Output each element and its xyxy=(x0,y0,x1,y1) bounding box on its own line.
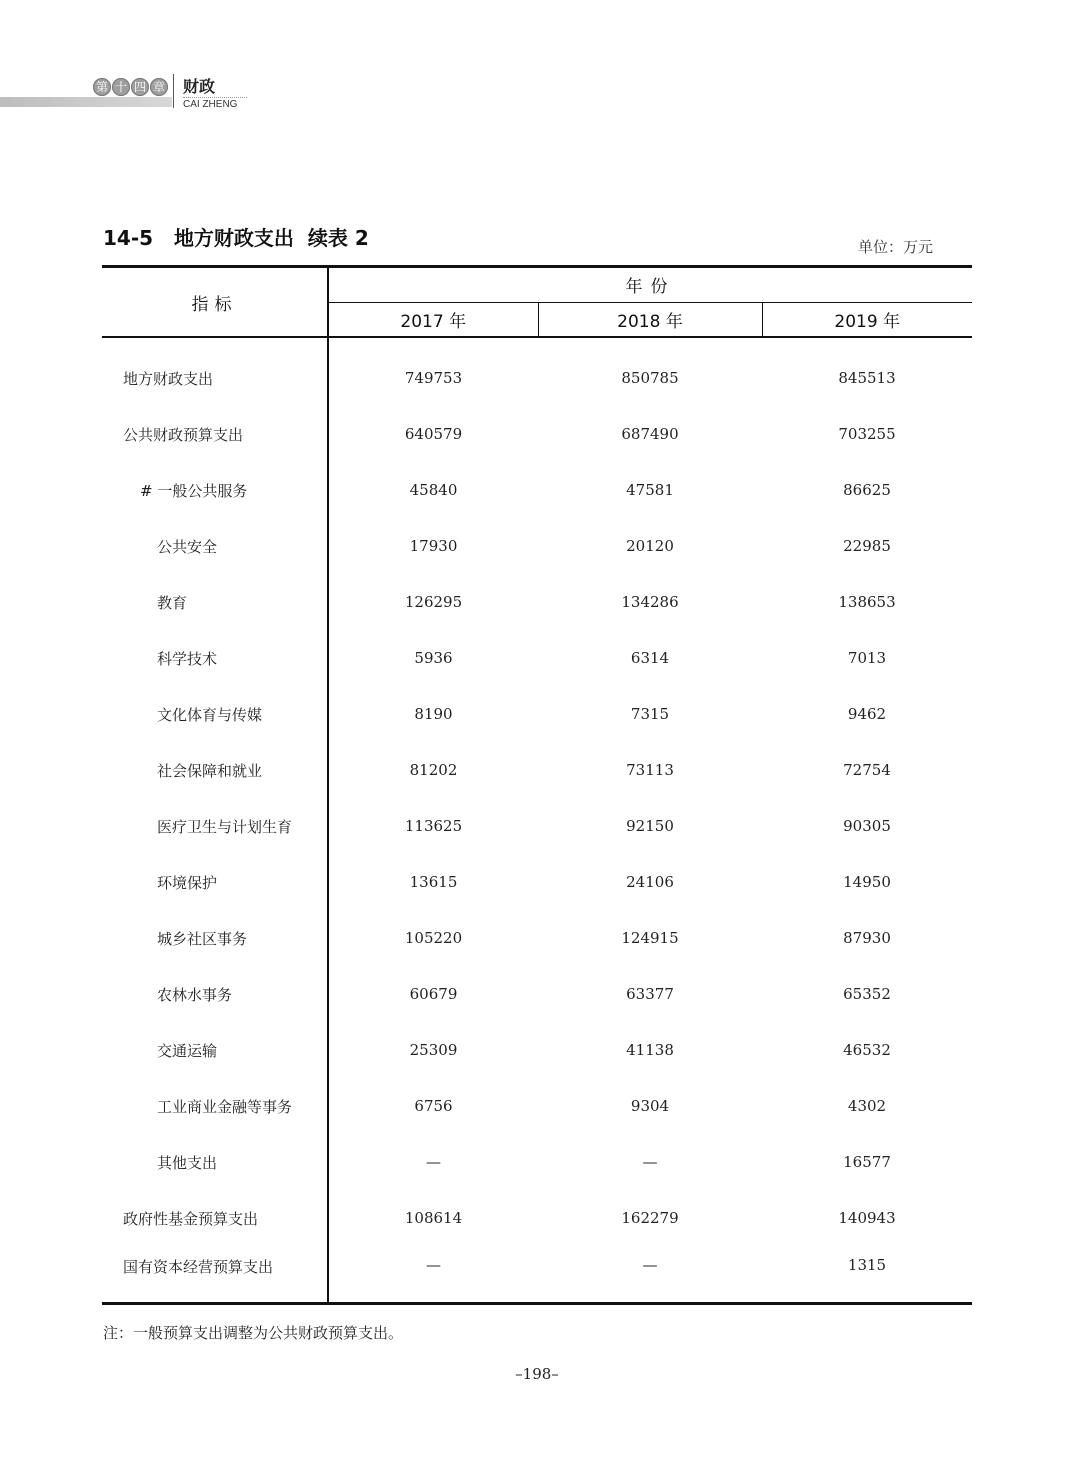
cell-value: 22985 xyxy=(843,537,891,555)
cell-value: 65352 xyxy=(843,985,891,1003)
cell-value: 108614 xyxy=(404,1209,463,1227)
cell-value: 16577 xyxy=(843,1153,891,1171)
table-row xyxy=(102,1078,972,1134)
table-row xyxy=(102,518,972,574)
year-header-2017: 2017 年 xyxy=(328,302,538,337)
cell-value: 850785 xyxy=(621,369,679,387)
row-label: 其他支出 xyxy=(102,1134,328,1190)
chapter-pinyin: CAI ZHENG xyxy=(183,97,247,110)
row-label: 公共安全 xyxy=(102,518,328,574)
row-label: 地方财政支出 xyxy=(102,337,328,406)
cell-value: 140943 xyxy=(838,1209,896,1227)
cell-value: 45840 xyxy=(409,481,458,499)
cell-value: — xyxy=(538,1246,762,1304)
cell-value: 9462 xyxy=(847,705,887,723)
cell-value: 90305 xyxy=(843,817,891,835)
row-label: 交通运输 xyxy=(102,1022,328,1078)
cell-value: 24106 xyxy=(626,873,674,891)
unit-label: 单位：万元 xyxy=(858,238,934,256)
year-header-2019: 2019 年 xyxy=(762,302,972,337)
cell-value: 72754 xyxy=(843,761,891,779)
chapter-char: 章 xyxy=(150,78,168,96)
table-row xyxy=(102,337,972,406)
row-label: 城乡社区事务 xyxy=(102,910,328,966)
row-label: 教育 xyxy=(102,574,328,630)
cell-value: 8190 xyxy=(414,705,453,723)
row-label: # 一般公共服务 xyxy=(102,462,328,518)
cell-value: 105220 xyxy=(404,929,463,947)
cell-value: 4302 xyxy=(847,1097,887,1115)
cell-value: 14950 xyxy=(843,873,891,891)
cell-value: 47581 xyxy=(626,481,674,499)
table-row xyxy=(102,966,972,1022)
row-label: 医疗卫生与计划生育 xyxy=(102,798,328,854)
cell-value: 87930 xyxy=(843,929,891,947)
cell-value: 687490 xyxy=(621,425,679,443)
cell-value: 5936 xyxy=(414,649,453,667)
cell-value: 60679 xyxy=(409,985,458,1003)
cell-value: 134286 xyxy=(621,593,679,611)
cell-value: 25309 xyxy=(409,1041,458,1059)
row-label: 科学技术 xyxy=(102,630,328,686)
cell-value: 9304 xyxy=(630,1097,670,1115)
row-label: 公共财政预算支出 xyxy=(102,406,328,462)
table-row xyxy=(102,406,972,462)
chapter-char: 第 xyxy=(93,78,111,96)
cell-value: 126295 xyxy=(404,593,463,611)
data-table-wrapper xyxy=(102,265,972,1305)
cell-value: 81202 xyxy=(409,761,458,779)
cell-value: 113625 xyxy=(404,817,463,835)
cell-value: 1315 xyxy=(762,1246,972,1304)
cell-value: 6314 xyxy=(630,649,670,667)
cell-value: 86625 xyxy=(843,481,891,499)
header-divider xyxy=(173,74,174,108)
cell-value: 41138 xyxy=(626,1041,674,1059)
table-row xyxy=(102,630,972,686)
cell-value: 749753 xyxy=(404,369,463,387)
cell-value: 703255 xyxy=(838,425,896,443)
row-label: 文化体育与传媒 xyxy=(102,686,328,742)
cell-value: — xyxy=(642,1153,658,1171)
table-title: 14-5 地方财政支出 续表 2 xyxy=(103,226,369,250)
year-group-header: 年份 xyxy=(328,267,972,303)
cell-value: 92150 xyxy=(626,817,674,835)
row-label: 政府性基金预算支出 xyxy=(102,1190,328,1246)
chapter-badge xyxy=(93,75,168,99)
cell-value: 6756 xyxy=(414,1097,453,1115)
cell-value: 17930 xyxy=(409,537,458,555)
table-row xyxy=(102,1134,972,1190)
row-label: 工业商业金融等事务 xyxy=(102,1078,328,1134)
page-number: –198– xyxy=(515,1365,559,1383)
table-body xyxy=(102,337,972,1304)
cell-value: 124915 xyxy=(621,929,679,947)
row-label: 社会保障和就业 xyxy=(102,742,328,798)
cell-value: 7013 xyxy=(847,649,887,667)
cell-value: — xyxy=(328,1246,538,1304)
table-row xyxy=(102,1190,972,1246)
table-row xyxy=(102,798,972,854)
table-row xyxy=(102,910,972,966)
cell-value: — xyxy=(426,1153,441,1171)
cell-value: 13615 xyxy=(409,873,458,891)
table-header xyxy=(102,267,972,338)
chapter-char: 四 xyxy=(131,78,149,96)
table-note: 注：一般预算支出调整为公共财政预算支出。 xyxy=(103,1324,404,1342)
cell-value: 640579 xyxy=(404,425,463,443)
cell-value: 162279 xyxy=(621,1209,679,1227)
cell-value: 46532 xyxy=(843,1041,891,1059)
table-row xyxy=(102,742,972,798)
chapter-char: 十 xyxy=(112,78,130,96)
table-row xyxy=(102,854,972,910)
cell-value: 7315 xyxy=(630,705,670,723)
table-row xyxy=(102,462,972,518)
year-header-2018: 2018 年 xyxy=(538,302,762,337)
cell-value: 138653 xyxy=(838,593,896,611)
table-row xyxy=(102,1246,972,1304)
data-table xyxy=(102,265,972,1305)
row-label: 国有资本经营预算支出 xyxy=(102,1246,328,1304)
row-label: 农林水事务 xyxy=(102,966,328,1022)
row-label: 环境保护 xyxy=(102,854,328,910)
cell-value: 20120 xyxy=(626,537,674,555)
indicator-column-header: 指标 xyxy=(102,267,328,338)
cell-value: 845513 xyxy=(838,369,896,387)
cell-value: 73113 xyxy=(626,761,674,779)
table-row xyxy=(102,574,972,630)
cell-value: 63377 xyxy=(626,985,674,1003)
table-row xyxy=(102,686,972,742)
chapter-title: 财政 xyxy=(183,77,216,96)
table-row xyxy=(102,1022,972,1078)
